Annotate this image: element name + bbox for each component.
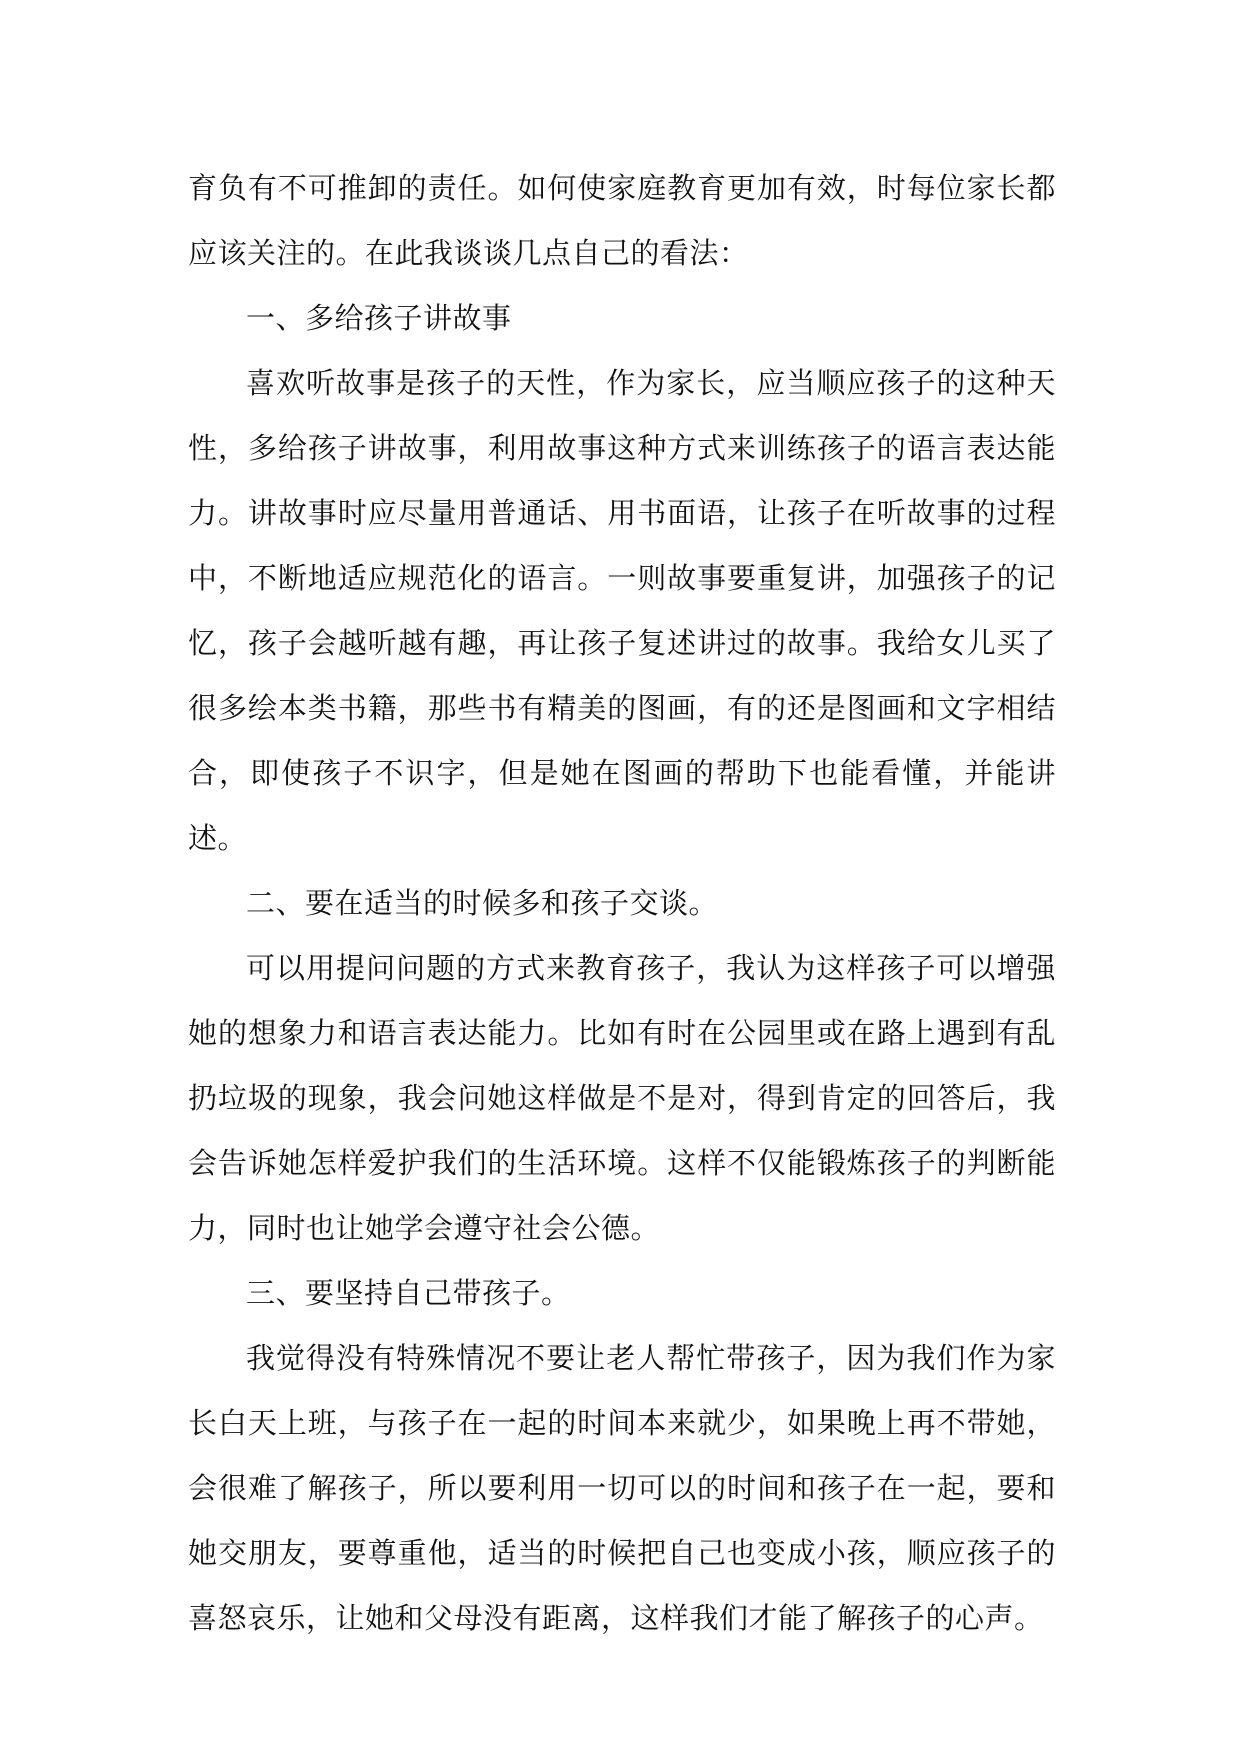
section-heading-1: 一、多给孩子讲故事: [246, 301, 512, 335]
document-page: [188, 156, 1056, 1651]
paragraph-stories: 喜欢听故事是孩子的天性，作为家长，应当顺应孩子的这种天性，多给孩子讲故事，利用故事这种方式来训练孩子的语言表达能力。讲故事时应尽量用普通话、用书面语，让孩子在听故事的过程中，不断地适应规范化的语言。一则故事要重复讲，加强孩子的记忆，孩子会越听越有趣，再让孩子复述讲过的故事。我给女儿买了很多绘本类书籍，那些书有精美的图画，有的还是图画和文字相结合，即使孩子不识字，但是她在图画的帮助下也能看懂，并能讲述。: [188, 366, 1056, 855]
paragraph-conversation: 可以用提问问题的方式来教育孩子，我认为这样孩子可以增强她的想象力和语言表达能力。比如有时在公园里或在路上遇到有乱扔垃圾的现象，我会问她这样做是不是对，得到肯定的回答后，我会告诉她怎样爱护我们的生活环境。这样不仅能锻炼孩子的判断能力，同时也让她学会遵守社会公德。: [188, 951, 1056, 1245]
section-heading-2: 二、要在适当的时候多和孩子交谈。: [246, 886, 719, 920]
section-heading-3: 三、要坚持自己带孩子。: [246, 1276, 571, 1310]
paragraph-intro: 育负有不可推卸的责任。如何使家庭教育更加有效，时每位家长都应该关注的。在此我谈谈几点自己的看法：: [188, 171, 1056, 270]
paragraph-self-care: 我觉得没有特殊情况不要让老人帮忙带孩子，因为我们作为家长白天上班，与孩子在一起的时间本来就少，如果晚上再不带她，会很难了解孩子，所以要利用一切可以的时间和孩子在一起，要和她交朋友，要尊重他，适当的时候把自己也变成小孩，顺应孩子的喜怒哀乐，让她和父母没有距离，这样我们才能了解孩子的心声。: [188, 1341, 1056, 1635]
